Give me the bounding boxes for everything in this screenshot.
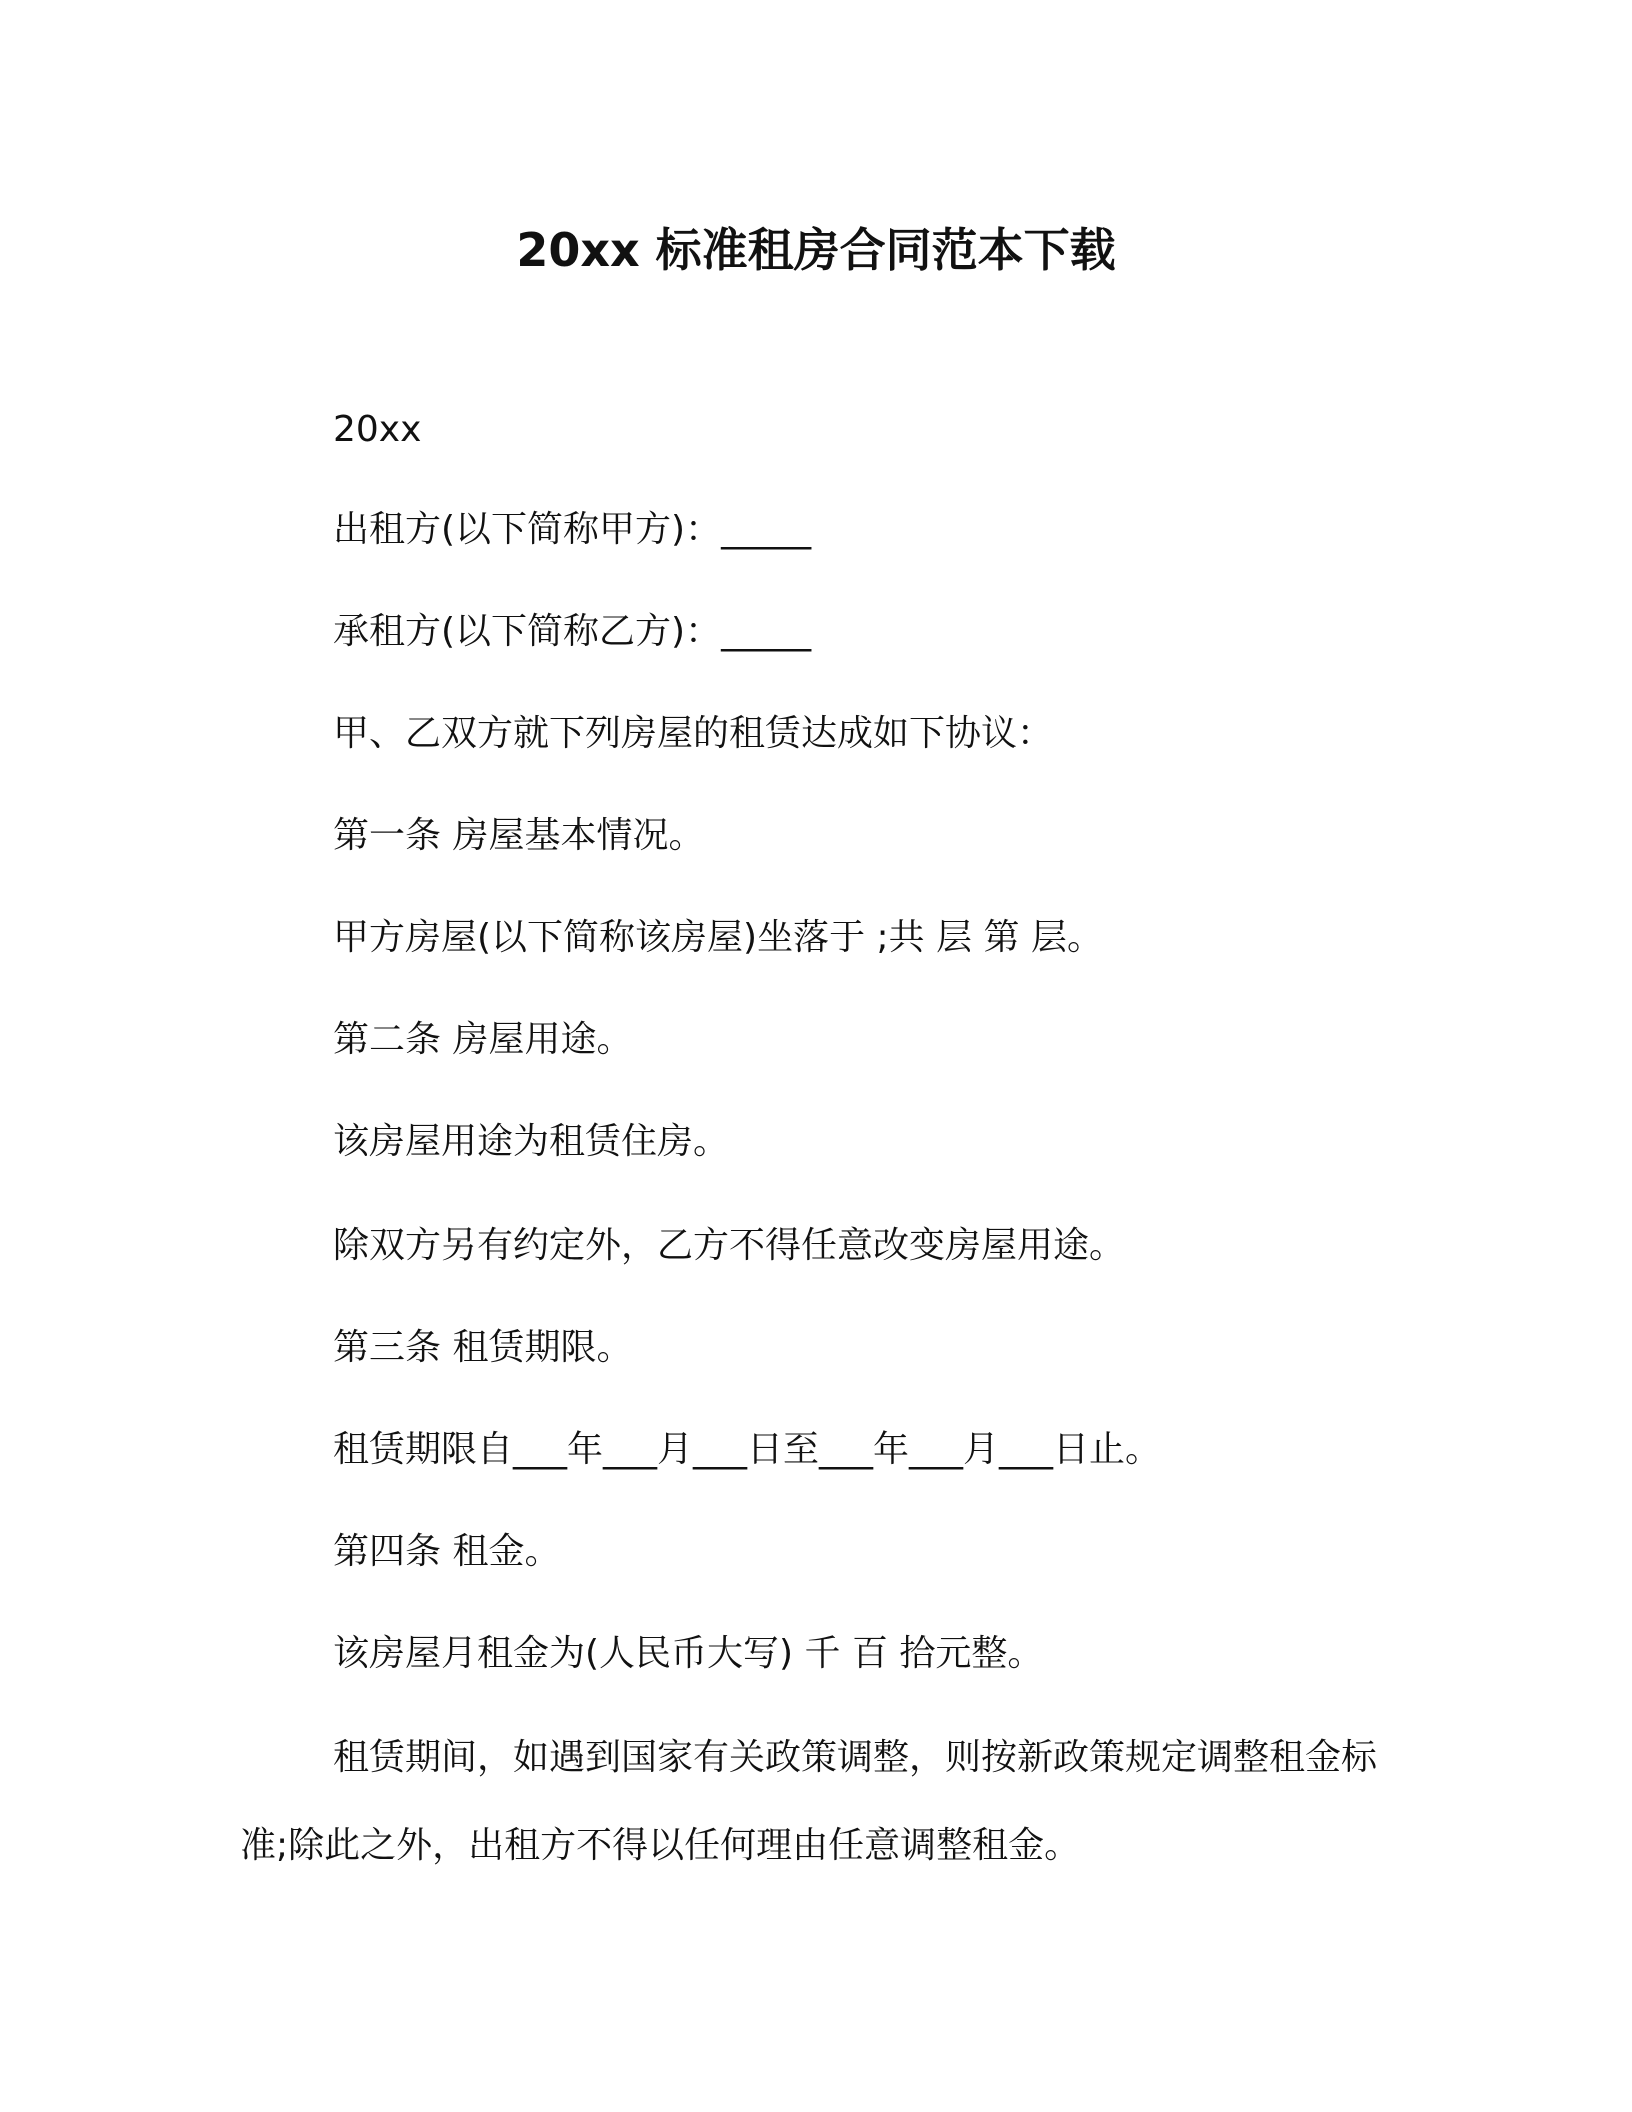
rent-adjustment-paragraph: 租赁期间，如遇到国家有关政策调整，则按新政策规定调整租金标准;除此之外，出租方不得以任何理由任意调整租金。 xyxy=(240,1737,1378,1866)
article-1-heading: 第一条 房屋基本情况。 xyxy=(333,815,705,856)
article-3-heading: 第三条 租赁期限。 xyxy=(333,1327,633,1368)
lessor-line: 出租方(以下简称甲方)：_____ xyxy=(333,509,812,550)
document-year: 20xx xyxy=(333,409,422,450)
document-title: 20xx 标准租房合同范本下载 xyxy=(516,223,1116,277)
article-2-text: 该房屋用途为租赁住房。 xyxy=(333,1121,730,1162)
article-3-text: 租赁期限自___年___月___日至___年___月___日止。 xyxy=(333,1429,1162,1470)
agreement-intro: 甲、乙双方就下列房屋的租赁达成如下协议： xyxy=(333,713,1054,754)
article-1-text: 甲方房屋(以下简称该房屋)坐落于 ;共 层 第 层。 xyxy=(333,917,1103,958)
article-4-rent: 该房屋月租金为(人民币大写) 千 百 拾元整。 xyxy=(333,1633,1044,1674)
article-4-heading: 第四条 租金。 xyxy=(333,1531,561,1572)
article-2-condition: 除双方另有约定外，乙方不得任意改变房屋用途。 xyxy=(333,1225,1126,1266)
lessee-line: 承租方(以下简称乙方)：_____ xyxy=(333,611,812,652)
article-2-heading: 第二条 房屋用途。 xyxy=(333,1019,633,1060)
